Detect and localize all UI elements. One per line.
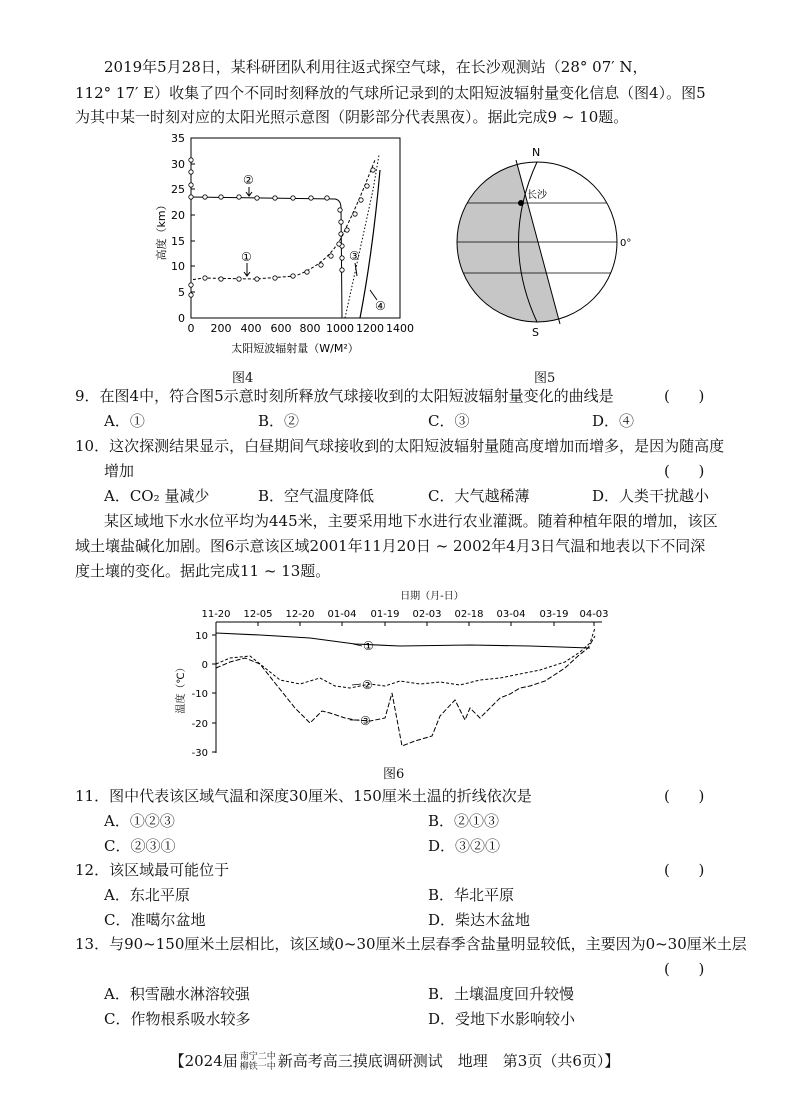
fig5-north: N bbox=[532, 146, 541, 159]
fig6-xtick: 11-20 bbox=[201, 609, 231, 620]
footer-school-2: 柳铁一中 bbox=[239, 1062, 276, 1072]
fig4-frame bbox=[191, 138, 400, 318]
fig6-marker-3: ③ bbox=[360, 714, 371, 728]
q9-option-a[interactable]: A．① bbox=[104, 412, 145, 430]
fig4-caption: 图4 bbox=[232, 371, 254, 386]
fig4-marker-4: ④ bbox=[375, 299, 386, 313]
fig6-yticks bbox=[192, 631, 216, 759]
footer-right: 新高考高三摸底调研测试 地理 第3页（共6页）】 bbox=[277, 1052, 620, 1070]
fig6-ylabel: 温度（℃） bbox=[176, 662, 187, 714]
q13-option-a[interactable]: A．积雪融水淋溶较强 bbox=[104, 985, 250, 1003]
footer-left: 【2024届 bbox=[169, 1052, 238, 1070]
fig5-equator-label: 0° bbox=[620, 238, 632, 249]
fig5-city-label: 长沙 bbox=[527, 190, 547, 201]
fig5-changsha-point bbox=[518, 200, 524, 206]
fig6-xtick: 04-03 bbox=[579, 609, 609, 620]
fig6-xtitle: 日期（月-日） bbox=[400, 591, 464, 602]
fig4-xticks bbox=[188, 322, 415, 335]
q9-option-c[interactable]: C．③ bbox=[428, 412, 470, 430]
q13-answer-paren[interactable]: ( ) bbox=[664, 960, 705, 978]
intro2-line2: 域土壤盐碱化加剧。图6示意该区域2001年11月20日 ~ 2002年4月3日气温和地表以下不同深 bbox=[75, 537, 706, 555]
fig6-xtick: 12-20 bbox=[285, 609, 315, 620]
figure-4 bbox=[155, 130, 425, 380]
q10-option-a[interactable]: A．CO₂ 量减少 bbox=[104, 487, 210, 505]
fig4-ytick: 25 bbox=[171, 183, 185, 196]
fig6-xtick: 03-04 bbox=[496, 609, 526, 620]
fig4-xtick: 200 bbox=[210, 322, 232, 335]
q9-option-b[interactable]: B．② bbox=[258, 412, 300, 430]
q13-stem: 13．与90~150厘米土层相比，该区域0~30厘米土层春季含盐量明显较低，主要因为0~30厘米土层 bbox=[75, 935, 747, 953]
fig6-ytick: 0 bbox=[201, 660, 208, 671]
q10-answer-paren[interactable]: ( ) bbox=[664, 462, 705, 480]
fig6-xtick: 12-05 bbox=[243, 609, 273, 620]
fig6-marker-1: ① bbox=[363, 639, 374, 653]
fig4-ytick: 15 bbox=[171, 235, 185, 248]
fig6-marker-2: ② bbox=[362, 678, 373, 692]
figure-5 bbox=[450, 140, 630, 340]
fig6-line-3 bbox=[216, 636, 595, 746]
q11-option-b[interactable]: B．②①③ bbox=[428, 812, 500, 830]
fig6-ytick: 10 bbox=[195, 631, 208, 642]
fig4-ytick: 5 bbox=[178, 286, 185, 299]
fig5-south: S bbox=[532, 326, 539, 339]
fig5-caption: 图5 bbox=[534, 371, 556, 386]
fig4-ytick: 20 bbox=[171, 209, 185, 222]
fig4-xtick: 400 bbox=[240, 322, 262, 335]
fig4-curve-2-points bbox=[189, 195, 344, 272]
fig4-xtick: 800 bbox=[299, 322, 321, 335]
fig4-curve-1-points bbox=[189, 158, 375, 297]
q11-option-d[interactable]: D．③②① bbox=[428, 837, 501, 855]
fig6-xtick: 02-03 bbox=[412, 609, 442, 620]
fig4-xlabel: 太阳短波辐射量（W/M²） bbox=[231, 342, 359, 355]
fig6-caption: 图6 bbox=[383, 767, 405, 782]
fig6-line-2 bbox=[216, 628, 595, 688]
fig6-ytick: -20 bbox=[191, 719, 208, 730]
q10-option-b[interactable]: B．空气温度降低 bbox=[258, 487, 375, 505]
fig4-marker-1: ① bbox=[241, 250, 252, 264]
fig4-ytick: 10 bbox=[171, 260, 185, 273]
q10-option-d[interactable]: D．人类干扰越小 bbox=[592, 487, 710, 505]
fig6-xtick: 01-19 bbox=[370, 609, 400, 620]
q11-stem: 11．图中代表该区域气温和深度30厘米、150厘米土温的折线依次是 bbox=[75, 787, 532, 805]
fig6-ytick: -10 bbox=[191, 689, 208, 700]
q13-option-c[interactable]: C．作物根系吸水较多 bbox=[104, 1010, 251, 1028]
fig4-xtick: 1200 bbox=[356, 322, 384, 335]
q12-stem: 12．该区域最可能位于 bbox=[75, 861, 230, 879]
fig4-marker-3: ③ bbox=[349, 249, 360, 263]
q13-option-b[interactable]: B．土壤温度回升较慢 bbox=[428, 985, 575, 1003]
intro1-line2: 112° 17′ E）收集了四个不同时刻释放的气球所记录到的太阳短波辐射量变化信息（图4）。图5 bbox=[75, 84, 706, 102]
fig4-curve-3 bbox=[345, 155, 379, 318]
q9-answer-paren[interactable]: ( ) bbox=[664, 387, 705, 405]
fig4-curve-1 bbox=[191, 160, 375, 318]
fig4-xtick: 0 bbox=[187, 322, 195, 335]
q9-stem: 9．在图4中，符合图5示意时刻所释放气球接收到的太阳短波辐射量变化的曲线是 bbox=[75, 387, 614, 405]
q9-option-d[interactable]: D．④ bbox=[592, 412, 635, 430]
fig4-curve-4 bbox=[360, 170, 380, 318]
fig6-xtick: 02-18 bbox=[454, 609, 484, 620]
fig4-ytick: 30 bbox=[171, 158, 185, 171]
fig6-ytick: -30 bbox=[191, 748, 208, 759]
fig4-xtick: 600 bbox=[270, 322, 292, 335]
fig4-xtick: 1400 bbox=[386, 322, 414, 335]
q12-answer-paren[interactable]: ( ) bbox=[664, 861, 705, 879]
intro1-line1: 2019年5月28日，某科研团队利用往返式探空气球，在长沙观测站（28° 07′ N， bbox=[104, 58, 648, 76]
intro1-line3: 为其中某一时刻对应的太阳光照示意图（阴影部分代表黑夜）。据此完成9 ~ 10题。 bbox=[75, 108, 629, 126]
fig4-curve-2 bbox=[191, 197, 342, 318]
footer-school-1: 南宁二中 bbox=[239, 1052, 276, 1062]
fig6-line-1 bbox=[216, 633, 590, 648]
fig6-xticks bbox=[201, 609, 608, 626]
q10-option-c[interactable]: C．大气越稀薄 bbox=[428, 487, 530, 505]
fig4-xtick: 1000 bbox=[326, 322, 354, 335]
q13-option-d[interactable]: D．受地下水影响较小 bbox=[428, 1010, 576, 1028]
q12-option-b[interactable]: B．华北平原 bbox=[428, 886, 515, 904]
intro2-line3: 度土壤的变化。据此完成11 ~ 13题。 bbox=[75, 562, 331, 580]
fig4-ytick: 0 bbox=[178, 312, 185, 325]
q10-stem-line2: 增加 bbox=[104, 462, 135, 480]
q11-answer-paren[interactable]: ( ) bbox=[664, 787, 705, 805]
intro2-line1: 某区域地下水水位平均为445米，主要采用地下水进行农业灌溉。随着种植年限的增加，该区 bbox=[104, 512, 718, 530]
figure-6 bbox=[170, 588, 620, 763]
fig4-marker-2: ② bbox=[243, 173, 254, 187]
q12-option-c[interactable]: C．准噶尔盆地 bbox=[104, 911, 206, 929]
q10-stem-line1: 10．这次探测结果显示，白昼期间气球接收到的太阳短波辐射量随高度增加而增多，是因为随高度 bbox=[75, 437, 725, 455]
fig6-xtick: 03-19 bbox=[539, 609, 569, 620]
q12-option-d[interactable]: D．柴达木盆地 bbox=[428, 911, 531, 929]
q11-option-a[interactable]: A．①②③ bbox=[104, 812, 175, 830]
fig4-ylabel: 高度（km） bbox=[155, 199, 168, 261]
fig6-xtick: 01-04 bbox=[327, 609, 357, 620]
footer-schools bbox=[240, 1052, 276, 1072]
q12-option-a[interactable]: A．东北平原 bbox=[104, 886, 190, 904]
q11-option-c[interactable]: C．②③① bbox=[104, 837, 176, 855]
fig4-ytick: 35 bbox=[171, 132, 185, 145]
page-footer bbox=[0, 1050, 789, 1072]
